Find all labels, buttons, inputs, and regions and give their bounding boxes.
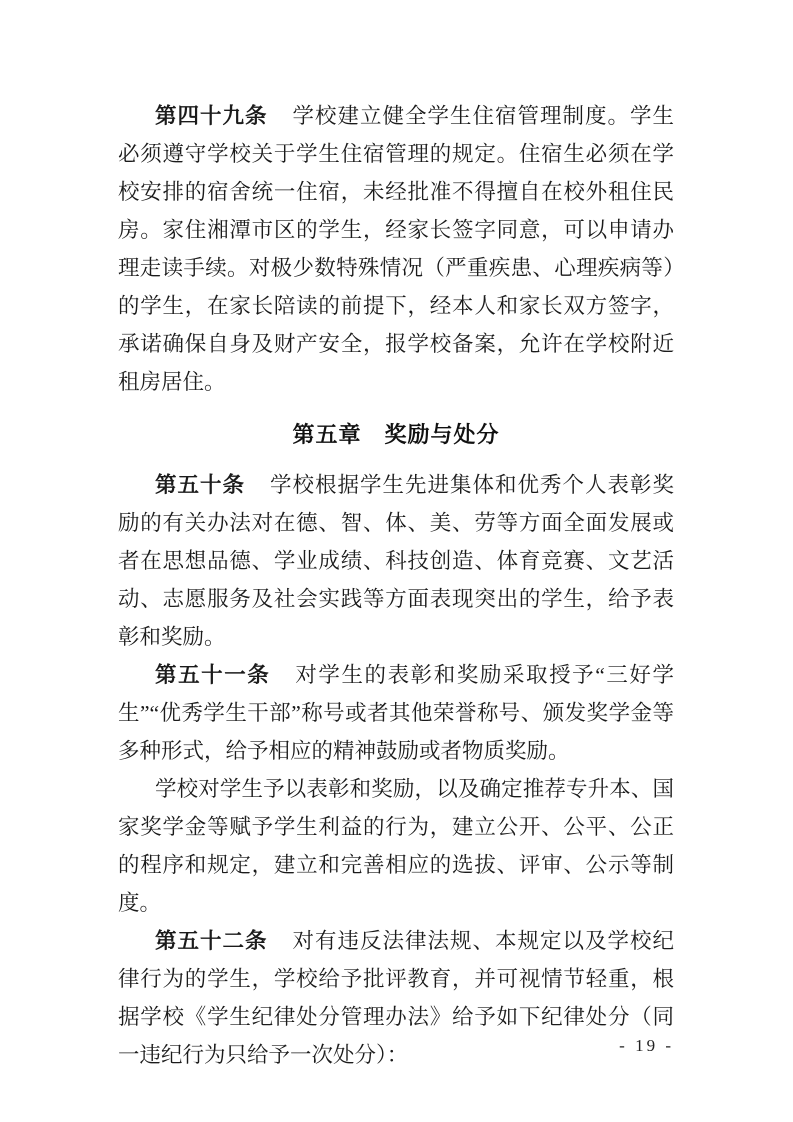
article-49-paragraph — [118, 97, 674, 401]
article-49-text: 学校建立健全学生住宿管理制度。学生必须遵守学校关于学生住宿管理的规定。住宿生必须在学校安排的宿舍统一住宿，未经批准不得擅自在校外租住民房。家住湘潭市区的学生，经家长签字同意，可以申请办理走读手续。对极少数特殊情况（严重疾患、心理疾病等）的学生，在家长陪读的前提下，经本人和家长双方签字，承诺确保自身及财产安全，报学校备案，允许在学校附近租房居住。 — [118, 104, 674, 394]
article-51-continuation-text: 学校对学生予以表彰和奖励，以及确定推荐专升本、国家奖学金等赋予学生利益的行为，建立公开、公平、公正的程序和规定，建立和完善相应的选拔、评审、公示等制度。 — [118, 777, 674, 915]
article-51-continuation-paragraph — [118, 770, 674, 922]
article-50-text: 学校根据学生先进集体和优秀个人表彰奖励的有关办法对在德、智、体、美、劳等方面全面发展或者在思想品德、学业成绩、科技创造、体育竞赛、文艺活动、志愿服务及社会实践等方面表现突出的学生，给予表彰和奖励。 — [118, 473, 674, 649]
article-50-number: 第五十条 — [155, 473, 245, 497]
article-51-text: 对学生的表彰和奖励采取授予“三好学生”“优秀学生干部”称号或者其他荣誉称号、颁发奖学金等多种形式，给予相应的精神鼓励或者物质奖励。 — [118, 663, 674, 763]
page-number: - 19 - — [619, 1036, 674, 1055]
article-52-text: 对有违反法律法规、本规定以及学校纪律行为的学生，学校给予批评教育，并可视情节轻重，根据学校《学生纪律处分管理办法》给予如下纪律处分（同一违纪行为只给予一次处分）： — [118, 929, 674, 1067]
article-50-paragraph — [118, 466, 674, 656]
article-51-number: 第五十一条 — [155, 663, 271, 687]
text-block — [118, 97, 674, 1074]
article-49-number: 第四十九条 — [155, 104, 268, 128]
chapter-5-heading: 第五章 奖励与处分 — [292, 422, 500, 447]
article-52-number: 第五十二条 — [155, 929, 268, 953]
article-51-paragraph — [118, 656, 674, 770]
